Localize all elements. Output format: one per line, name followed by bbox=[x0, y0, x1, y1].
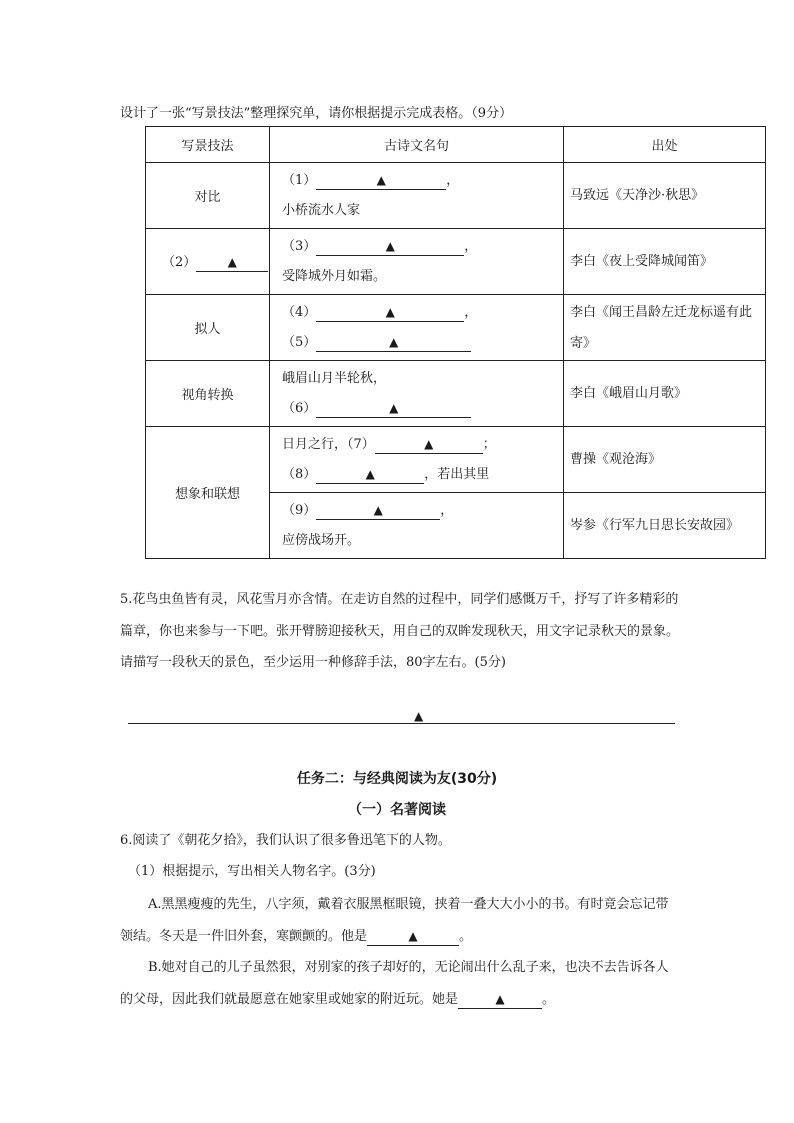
question-6-B: B.她对自己的儿子虽然狠，对别家的孩子却好的，无论闹出什么乱子来，也决不去告诉各人的父母，因此我们就最愿意在她家里或她家的附近玩。她是 ▲ 。 bbox=[120, 960, 669, 1007]
header-source: 出处 bbox=[564, 127, 766, 163]
source-cell: 李白《闻王昌龄左迁龙标遥有此寄》 bbox=[564, 295, 766, 361]
answer-blank-7[interactable]: ▲ bbox=[375, 437, 483, 454]
intro-text: 设计了一张“写景技法”整理探究单，请你根据提示完成表格。（9分） bbox=[120, 106, 513, 121]
technique-cell: 对比 bbox=[146, 163, 270, 229]
technique-table bbox=[145, 126, 766, 559]
technique-cell: 想象和联想 bbox=[146, 427, 270, 559]
poem-cell: 峨眉山月半轮秋， （6） ▲ bbox=[270, 361, 564, 427]
technique-cell: （2） ▲ bbox=[146, 229, 270, 295]
technique-cell: 拟人 bbox=[146, 295, 270, 361]
header-technique: 写景技法 bbox=[146, 127, 270, 163]
source-cell: 李白《夜上受降城闻笛》 bbox=[564, 229, 766, 295]
table-row bbox=[146, 427, 766, 493]
answer-blank-4[interactable]: ▲ bbox=[316, 305, 464, 322]
table-row bbox=[146, 361, 766, 427]
answer-line-q5[interactable] bbox=[128, 723, 675, 724]
answer-blank-3[interactable]: ▲ bbox=[316, 239, 464, 256]
question-6-A: A.黑黑瘦瘦的先生，八字须，戴着衣服黑框眼镜，挟着一叠大大小小的书。有时竟会忘记带领结。冬天是一件旧外套，寒颤颤的。他是 ▲ 。 bbox=[120, 897, 669, 944]
answer-blank-6[interactable]: ▲ bbox=[316, 401, 471, 418]
poem-cell: 日月之行，（7） ▲ ； （8） ▲ ，若出其里 bbox=[270, 427, 564, 493]
table-row bbox=[146, 229, 766, 295]
poem-cell: （4） ▲ ， （5） ▲ bbox=[270, 295, 564, 361]
source-cell: 曹操《观沧海》 bbox=[564, 427, 766, 493]
table-header-row bbox=[146, 127, 766, 163]
answer-blank-8[interactable]: ▲ bbox=[316, 467, 424, 484]
question-6: 6.阅读了《朝花夕拾》，我们认识了很多鲁迅笔下的人物。 bbox=[120, 833, 451, 848]
source-cell: 岑参《行军九日思长安故园》 bbox=[564, 493, 766, 559]
task2-title: 任务二：与经典阅读为友(30分) bbox=[296, 771, 498, 787]
answer-blank-6B[interactable]: ▲ bbox=[458, 992, 542, 1009]
poem-cell: （9） ▲ ， 应傍战场开。 bbox=[270, 493, 564, 559]
answer-blank-5[interactable]: ▲ bbox=[316, 335, 471, 352]
answer-mark-q5: ▲ bbox=[414, 709, 424, 723]
poem-cell: （1） ▲ ， 小桥流水人家 bbox=[270, 163, 564, 229]
section1-title: （一）名著阅读 bbox=[348, 802, 446, 818]
table-row bbox=[146, 163, 766, 229]
question-5: 5.花鸟虫鱼皆有灵，风花雪月亦含情。在走访自然的过程中，同学们感慨万千，抒写了许多精彩的篇章，你也来参与一下吧。张开臂膀迎接秋天，用自己的双眸发现秋天，用文字记录秋天的景象。请描写一段秋天的景色，至少运用一种修辞手法，80字左右。(5分) bbox=[120, 592, 680, 670]
table-row bbox=[146, 295, 766, 361]
answer-blank-9[interactable]: ▲ bbox=[316, 503, 440, 520]
poem-cell: （3） ▲ ， 受降城外月如霜。 bbox=[270, 229, 564, 295]
answer-blank-6A[interactable]: ▲ bbox=[367, 929, 459, 946]
question-6-1: （1）根据提示，写出相关人物名字。(3分) bbox=[128, 864, 376, 879]
source-cell: 李白《峨眉山月歌》 bbox=[564, 361, 766, 427]
source-cell: 马致远《天净沙·秋思》 bbox=[564, 163, 766, 229]
technique-cell: 视角转换 bbox=[146, 361, 270, 427]
answer-blank-1[interactable]: ▲ bbox=[316, 173, 446, 190]
header-poem: 古诗文名句 bbox=[270, 127, 564, 163]
answer-blank-2[interactable]: ▲ bbox=[196, 255, 268, 272]
